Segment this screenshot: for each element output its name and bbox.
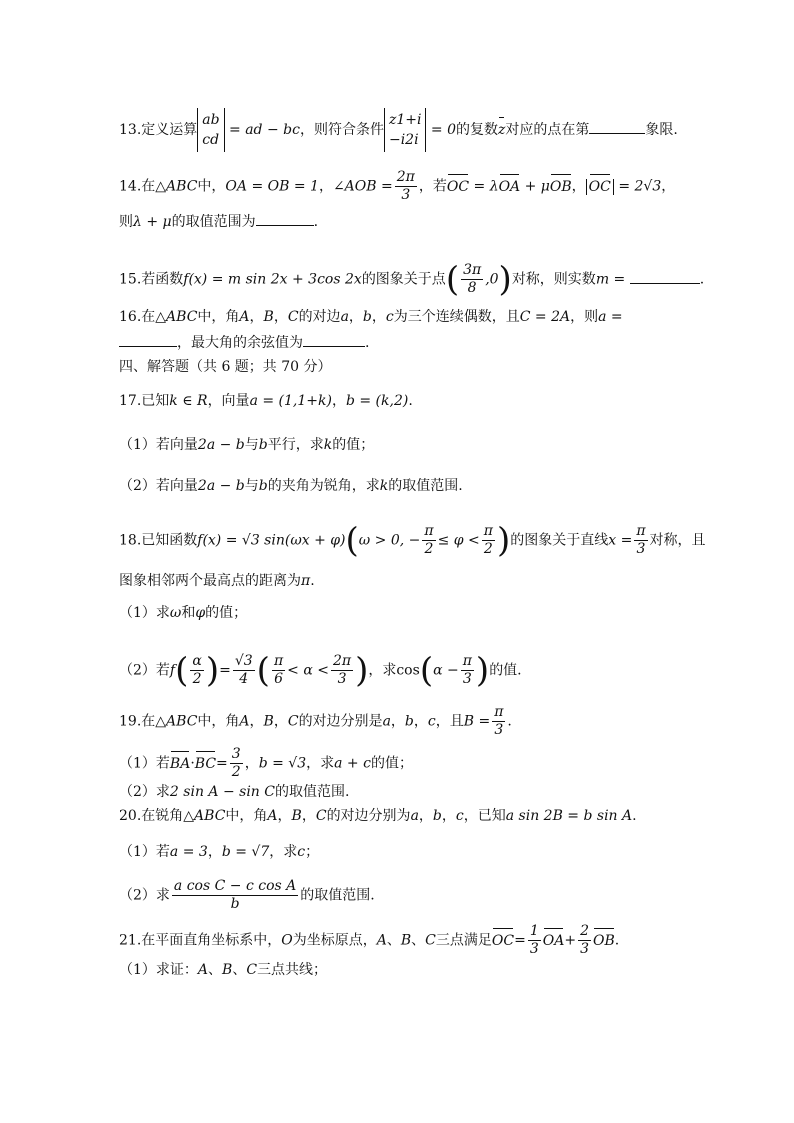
math: k [323, 437, 333, 453]
math: ∠AOB = [332, 178, 393, 195]
numerator: π [494, 704, 504, 720]
math: π [301, 573, 311, 589]
text: 为坐标原点， [292, 932, 377, 949]
math: = ad − bc [229, 122, 300, 138]
denominator: b [230, 896, 240, 912]
text: 与 [244, 437, 259, 453]
math: · [190, 755, 195, 772]
denominator: 8 [467, 280, 477, 296]
question-21-part-1 [119, 960, 684, 980]
math: b = √7 [221, 844, 270, 860]
fraction [190, 653, 203, 688]
text: 中， [197, 178, 226, 195]
text: 中，角 [225, 808, 268, 824]
answer-blank[interactable] [119, 346, 177, 347]
fraction [422, 523, 435, 558]
text: 三点满足 [435, 932, 492, 949]
math: B [400, 932, 412, 949]
text: 的取值范围为 [171, 214, 256, 230]
paren-close: ) [355, 650, 369, 691]
math: k [379, 478, 389, 494]
denominator: 3 [636, 541, 646, 557]
text: . [365, 335, 370, 351]
question-16-line-2 [119, 333, 684, 353]
fraction [528, 923, 541, 958]
math: ABC [166, 178, 198, 195]
math: + [564, 932, 577, 949]
text: ， [661, 178, 676, 195]
denominator: 2 [483, 541, 493, 557]
fraction [272, 653, 285, 688]
answer-blank[interactable] [303, 346, 365, 347]
math: a [382, 713, 391, 730]
vector: BC [194, 755, 217, 772]
math: a sin 2B = b sin A [505, 808, 633, 824]
paren-open: ( [175, 650, 189, 691]
fraction [461, 262, 483, 297]
math: b [404, 713, 414, 730]
heading-text: 四、解答题（共 6 题；共 70 分） [119, 359, 332, 375]
paren-open: ( [445, 259, 460, 300]
text: 三点共线； [257, 962, 328, 978]
text: . [632, 808, 637, 824]
math: ABC [166, 309, 198, 325]
math: A [197, 962, 209, 978]
denominator: 3 [337, 671, 347, 687]
text: ， [273, 309, 288, 325]
text: . [699, 271, 705, 288]
math: O [281, 932, 293, 949]
numerator: 2π [396, 169, 415, 185]
paren-close: ) [475, 650, 490, 691]
text: 的值； [332, 437, 375, 453]
question-20 [119, 806, 684, 826]
det-row: cd [202, 132, 220, 148]
det-row: ab [202, 112, 220, 128]
math: m = [595, 271, 626, 288]
math: c [385, 309, 394, 325]
text: ， [277, 808, 292, 824]
text: 的对边 [298, 309, 341, 325]
text: 的图象关于直线 [510, 532, 609, 549]
text: 、 [208, 962, 223, 978]
math: 2a − b [197, 437, 245, 453]
text: 的取值范围. [275, 784, 350, 800]
text: ， [273, 713, 288, 730]
numerator: π [424, 523, 434, 539]
math: ≤ φ < [437, 532, 480, 549]
text: ，向量 [207, 393, 250, 409]
math: = λ [473, 178, 499, 195]
fraction [578, 923, 591, 958]
question-13 [119, 108, 684, 152]
question-15 [119, 259, 705, 300]
question-18-part-1 [119, 603, 684, 623]
question-19-part-2 [119, 782, 684, 802]
math: ω [169, 605, 182, 621]
math: B [263, 713, 274, 730]
numerator: a cos C − c cos A [173, 878, 297, 894]
numerator: α [192, 653, 202, 669]
text: 象限. [645, 122, 678, 138]
text: 的值. [489, 662, 522, 679]
text: （2）求 [119, 784, 170, 800]
vector: OC [446, 178, 470, 195]
numerator: π [483, 523, 493, 539]
text: ，则 [570, 309, 599, 325]
text: ，求 [269, 844, 298, 860]
fraction [233, 653, 255, 688]
text: 若函数 [141, 271, 184, 288]
math: b [258, 478, 268, 494]
math: α − [433, 662, 459, 679]
denominator: 3 [401, 187, 411, 203]
text: （1）求证： [119, 962, 198, 978]
text: ， [348, 309, 363, 325]
math: ABC [194, 808, 226, 824]
answer-blank[interactable] [630, 283, 700, 284]
question-number: 18. [119, 532, 142, 549]
text: （1）若向量 [119, 437, 198, 453]
text: 的图象关于点 [361, 271, 446, 288]
text: ， [418, 808, 433, 824]
math: φ [195, 605, 206, 621]
answer-blank[interactable] [256, 225, 314, 226]
numerator: 3π [463, 262, 482, 278]
math: = [216, 755, 228, 772]
text: 对称，则实数 [511, 271, 596, 288]
text: ， [413, 713, 428, 730]
question-19-part-1 [119, 746, 684, 781]
text: 、 [411, 932, 426, 949]
math: c [427, 713, 436, 730]
text: 的取值范围. [300, 887, 375, 904]
math: x = [608, 532, 633, 549]
numerator: √3 [234, 653, 253, 669]
answer-blank[interactable] [589, 133, 645, 134]
math: A [239, 309, 250, 325]
determinant-1 [197, 108, 224, 152]
text: ， [207, 844, 222, 860]
denominator: 4 [239, 671, 249, 687]
question-number: 14. [119, 178, 142, 195]
math: C [425, 932, 436, 949]
vector: BA [169, 755, 191, 772]
vector: OB [593, 932, 615, 949]
paren-open: ( [256, 650, 270, 691]
question-19 [119, 704, 684, 739]
denominator: 3 [529, 941, 539, 957]
text: ， [249, 713, 264, 730]
text: 定义运算 [141, 122, 198, 138]
text: ， [441, 808, 456, 824]
fraction [461, 653, 474, 688]
text: . [313, 214, 319, 230]
fraction [634, 523, 647, 558]
math: A [267, 808, 278, 824]
question-number: 19. [119, 713, 142, 730]
numerator: 3 [231, 746, 241, 762]
question-16 [119, 307, 684, 327]
text: 对称，且 [649, 532, 706, 549]
fraction [172, 878, 298, 913]
numerator: 2 [580, 923, 589, 939]
question-18-line-2 [119, 571, 684, 591]
question-14-line-2 [119, 212, 684, 232]
text: 中，角 [197, 309, 240, 325]
vector: OA [542, 932, 565, 949]
text: . [310, 573, 315, 589]
text: ，且 [435, 713, 464, 730]
math: 2a − b [197, 478, 245, 494]
text: ，求 [368, 662, 397, 679]
text: （2）求 [119, 887, 170, 904]
text: 的对边分别为 [326, 808, 411, 824]
question-17-part-2 [119, 476, 684, 496]
math: = [219, 662, 231, 679]
paren-close: ) [205, 650, 220, 691]
math: b [258, 437, 268, 453]
math: f(x) = √3 sin(ωx + φ) [197, 532, 346, 549]
math: B [222, 962, 233, 978]
text: 的值； [205, 605, 248, 621]
math: C [246, 962, 258, 978]
math: A [239, 713, 250, 730]
math: f [169, 662, 176, 679]
section-heading [119, 357, 684, 377]
question-18 [119, 520, 706, 561]
vector: OB [549, 178, 572, 195]
conjugate-z: z [498, 122, 506, 138]
question-number: 21. [119, 932, 142, 949]
math: b [362, 309, 372, 325]
denominator: 3 [580, 941, 589, 957]
text: ； [305, 844, 320, 860]
fraction [230, 746, 243, 781]
math: c [297, 844, 306, 860]
text: ， [371, 309, 386, 325]
denominator: 2 [424, 541, 434, 557]
math: 2 sin A − sin C [169, 784, 275, 800]
question-20-part-2 [119, 878, 684, 913]
math: C [287, 713, 299, 730]
math: a = 3 [169, 844, 208, 860]
math: C [287, 309, 299, 325]
text: 对应的点在第 [505, 122, 590, 138]
math: ,0 [485, 271, 499, 288]
math: = 0 [430, 122, 457, 138]
question-number: 15. [119, 271, 142, 288]
text: ， [318, 178, 333, 195]
text: . [507, 713, 512, 730]
text: 在△ [141, 309, 167, 325]
question-14 [119, 169, 684, 204]
math: ω > 0, − [358, 532, 421, 549]
text: 、 [386, 932, 401, 949]
math: = [514, 932, 526, 949]
math: A [376, 932, 387, 949]
text: 中，角 [197, 713, 240, 730]
denominator: 2 [192, 671, 202, 687]
math: a [340, 309, 349, 325]
math: a [410, 808, 419, 824]
text: 的值； [370, 755, 413, 772]
paren-open: ( [419, 650, 434, 691]
text: 为三个连续偶数，且 [393, 309, 520, 325]
math: a = [598, 309, 623, 325]
numerator: 1 [529, 923, 539, 939]
text: ， [301, 808, 316, 824]
text: ，最大角的余弦值为 [177, 335, 303, 351]
question-number: 20. [119, 808, 142, 824]
math: OA = OB = 1 [225, 178, 319, 195]
math: B = [463, 713, 491, 730]
text: ，则符合条件 [299, 122, 384, 138]
denominator: 2 [231, 764, 241, 780]
text: （1）求 [119, 605, 170, 621]
math: a + c [334, 755, 371, 772]
text: ， [390, 713, 405, 730]
math: B [263, 309, 274, 325]
math: λ + μ [133, 214, 172, 230]
question-17 [119, 391, 684, 411]
numerator: 2π [332, 653, 352, 669]
text: 、 [232, 962, 247, 978]
math: b = (k,2) [345, 393, 409, 409]
math: + μ [524, 178, 550, 195]
text: 与 [244, 478, 259, 494]
text: ，已知 [463, 808, 506, 824]
question-18-part-2 [119, 650, 684, 691]
vector: OA [498, 178, 521, 195]
text: 在△ [141, 178, 167, 195]
math: k ∈ R [169, 393, 208, 409]
paren-open: ( [345, 520, 359, 561]
text: 在△ [141, 713, 167, 730]
question-21 [119, 923, 684, 958]
numerator: π [273, 653, 284, 669]
fraction [482, 523, 495, 558]
det-row: z1+i [388, 112, 422, 128]
text: ， [249, 309, 264, 325]
denominator: 3 [462, 671, 472, 687]
text: 平行，求 [267, 437, 324, 453]
text: 在平面直角坐标系中， [141, 932, 282, 949]
text: . [614, 932, 620, 949]
text: （1）若 [119, 844, 170, 860]
text: 的取值范围. [388, 478, 463, 494]
fraction [492, 704, 505, 739]
math: ABC [166, 713, 198, 730]
text: 在锐角△ [141, 808, 195, 824]
text: ，若 [418, 178, 447, 195]
question-20-part-1 [119, 842, 684, 862]
text: ， [331, 393, 346, 409]
math: = 2√3 [618, 178, 662, 195]
math: B [291, 808, 302, 824]
text: 图象相邻两个最高点的距离为 [119, 573, 301, 589]
math: C = 2A [519, 309, 571, 325]
text: 已知函数 [141, 532, 198, 549]
numerator: π [636, 523, 646, 539]
math: a = (1,1+k) [249, 393, 332, 409]
math: cos [396, 662, 420, 679]
text: ， [571, 178, 586, 195]
paren-close: ) [496, 520, 511, 561]
text: 的夹角为锐角，求 [267, 478, 380, 494]
math: b = √3 [258, 755, 307, 772]
text: （1）若 [119, 755, 170, 772]
text: ，求 [306, 755, 335, 772]
math: c [455, 808, 464, 824]
vector: OC [491, 932, 515, 949]
question-number: 16. [119, 309, 142, 325]
question-number: 17. [119, 393, 142, 409]
fraction [331, 653, 353, 688]
abs-bars [586, 179, 614, 195]
text: . [408, 393, 413, 409]
determinant-2 [384, 108, 427, 152]
text: 的对边分别是 [298, 713, 383, 730]
denominator: 3 [494, 722, 504, 738]
text: 已知 [141, 393, 170, 409]
text: 则 [119, 214, 133, 230]
paren-close: ) [498, 259, 512, 300]
math: f(x) = m sin 2x + 3cos 2x [183, 271, 362, 288]
det-row: −i2i [388, 132, 419, 148]
math: b [432, 808, 442, 824]
text: 和 [181, 605, 196, 621]
math: < α < [287, 662, 329, 679]
numerator: π [462, 653, 472, 669]
math: C [315, 808, 327, 824]
text: （2）若 [119, 662, 170, 679]
question-number: 13. [119, 122, 142, 138]
question-17-part-1 [119, 435, 684, 455]
fraction [395, 169, 417, 204]
text: （2）若向量 [119, 478, 198, 494]
denominator: 6 [274, 671, 283, 687]
text: ， [244, 755, 259, 772]
text: 的复数 [456, 122, 499, 138]
vector: OC [588, 178, 611, 195]
